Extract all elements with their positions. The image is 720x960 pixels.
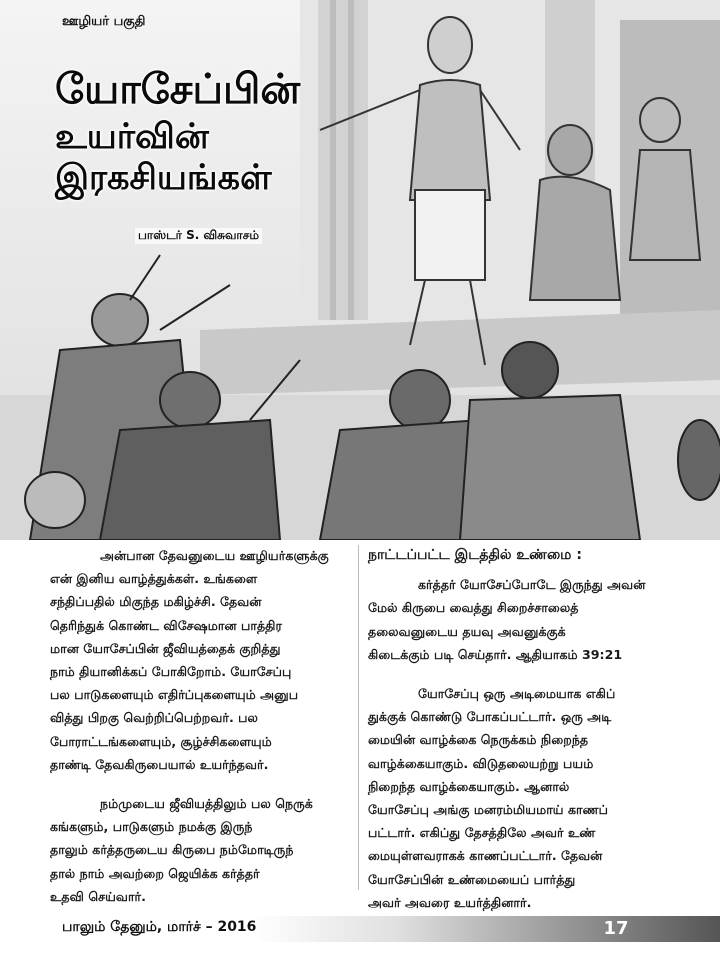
title-line-2: உயர்வின் xyxy=(55,117,209,158)
text-line: நாம் தியானிக்கப் போகிறோம். யோசேப்பு xyxy=(50,664,292,680)
text-line: நம்முடைய ஜீவியத்திலும் பல நெருக் xyxy=(100,796,313,812)
author-byline: பாஸ்டர் S. விசுவாசம் xyxy=(135,228,262,244)
text-line: துக்குக் கொண்டு போகப்பட்டார். ஒரு அடி xyxy=(368,709,612,725)
section-subheading: நாட்டப்பட்ட இடத்தில் உண்மை : xyxy=(368,547,582,563)
text-line: மையின் வாழ்க்கை நெருக்கம் நிறைந்த xyxy=(368,732,589,748)
text-line: போராட்டங்களையும், சூழ்ச்சிகளையும் xyxy=(50,733,272,749)
text-line: யோசேப்பு அங்கு மனரம்மியமாய் காணப் xyxy=(368,802,609,818)
article-title xyxy=(55,65,345,198)
text-line: கங்களும், பாடுகளும் நமக்கு இருந் xyxy=(50,819,253,835)
text-line: தால் நாம் அவற்றை ஜெயிக்க கர்த்தர் xyxy=(50,865,260,881)
section-tag: ஊழியர் பகுதி xyxy=(62,14,146,29)
page-number: 17 xyxy=(603,918,629,939)
column-divider xyxy=(358,545,359,890)
text-line: பட்டார். எகிப்து தேசத்திலே அவர் உண் xyxy=(368,825,596,841)
left-paragraph-2 xyxy=(50,792,350,908)
text-line: வித்து பிறகு வெற்றிப்பெற்றவர். பல xyxy=(50,710,258,726)
title-line-1: யோசேப்பின் xyxy=(55,65,301,113)
title-line-3: இரகசியங்கள் xyxy=(55,157,272,198)
text-line: தெரிந்துக் கொண்ட விசேஷமான பாத்திர xyxy=(50,617,283,633)
right-column xyxy=(368,544,668,914)
text-line: கிடைக்கும் படி செய்தார். ஆதியாகம் 39:21 xyxy=(368,646,623,662)
text-line: அன்பான தேவனுடைய ஊழியர்களுக்கு xyxy=(100,548,329,563)
text-line: பல பாடுகளையும் எதிர்ப்புகளையும் அனுப xyxy=(50,687,299,703)
right-paragraph-2 xyxy=(368,682,668,914)
left-paragraph-1 xyxy=(50,544,350,776)
left-column xyxy=(50,544,350,908)
text-line: அவர் அவரை உயர்த்தினார். xyxy=(368,894,532,910)
right-paragraph-1 xyxy=(368,573,668,666)
text-line: கர்த்தர் யோசேப்போடே இருந்து அவன் xyxy=(418,577,646,593)
text-line: யோசேப்பு ஒரு அடிமையாக எகிப் xyxy=(418,686,616,702)
text-line: தாண்டி தேவகிருபையால் உயர்ந்தவர். xyxy=(50,756,269,772)
text-line: உதவி செய்வார். xyxy=(50,888,146,904)
text-line: நிறைந்த வாழ்க்கையாகும். ஆனால் xyxy=(368,778,570,794)
text-line: சந்திப்பதில் மிகுந்த மகிழ்ச்சி. தேவன் xyxy=(50,594,262,610)
text-line: மையுள்ளவராகக் காணப்பட்டார். தேவன் xyxy=(368,848,603,864)
text-line: வாழ்க்கையாகும். விடுதலையற்று பயம் xyxy=(368,755,594,771)
text-line: என் இனிய வாழ்த்துக்கள். உங்களை xyxy=(50,571,258,587)
magazine-issue: பாலும் தேனும், மார்ச் – 2016 xyxy=(62,919,257,935)
text-line: தலைவனுடைய தயவு அவனுக்குக் xyxy=(368,623,566,639)
text-line: மேல் கிருபை வைத்து சிறைச்சாலைத் xyxy=(368,600,579,616)
text-line: தாலும் கர்த்தருடைய கிருபை நம்மோடிருந் xyxy=(50,842,294,858)
text-line: யோசேப்பின் உண்மையைப் பார்த்து xyxy=(368,871,576,887)
text-line: மான யோசேப்பின் ஜீவியத்தைக் குறித்து xyxy=(50,640,281,656)
